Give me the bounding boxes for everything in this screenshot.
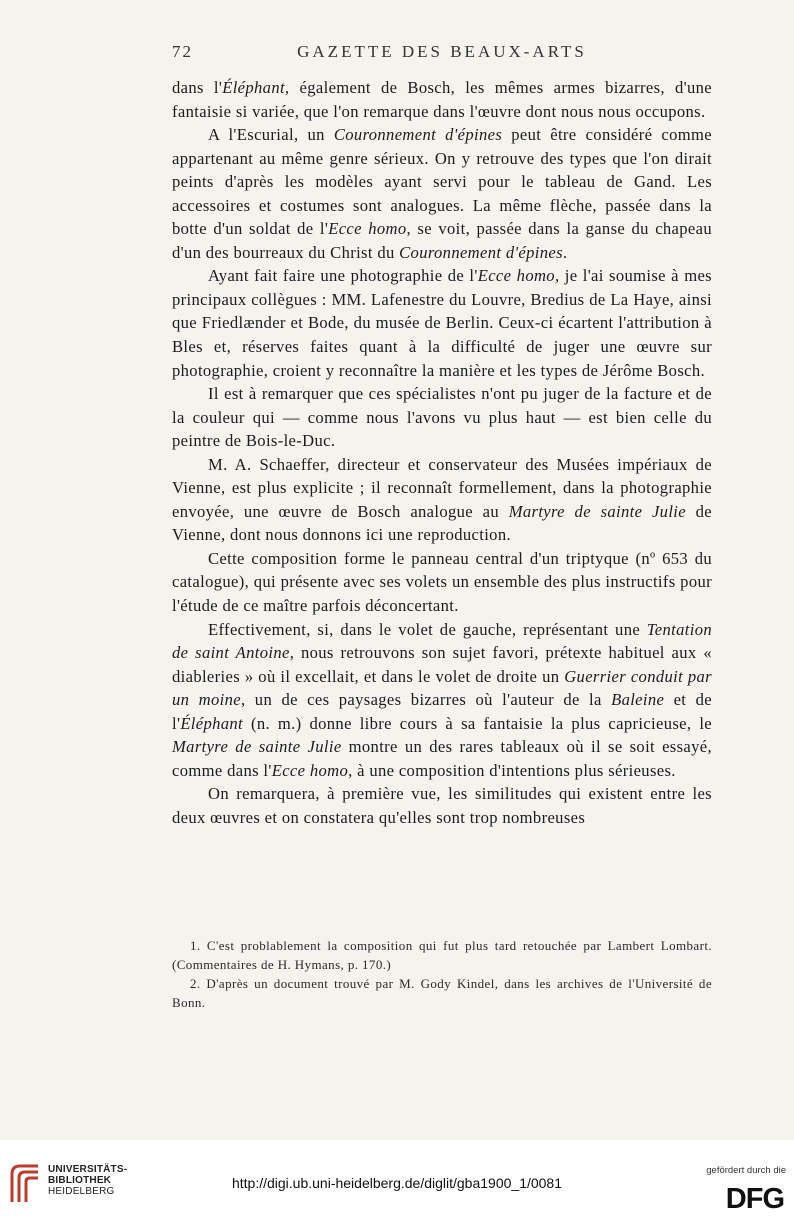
digitization-footer [0,1140,794,1219]
footnote-2: 2. D'après un document trouvé par M. Gody Kindel, dans les archives de l'Université de Bonn. [172,976,712,1010]
paragraph-7: Effectivement, si, dans le volet de gauche, représentant une Tentation de saint Antoine, nous retrouvons son sujet favori, prétexte habituel aux « diableries » où il excellait, et dans le volet de droite un Guerrier conduit par un moine, un de ces paysages bizarres où l'auteur de la Baleine et de l'Éléphant (n. m.) donne libre cours à sa fantaisie la plus capricieuse, le Martyre de sainte Julie montre un des rares tableaux où il se soit essayé, comme dans l'Ecce homo, à une composition d'intentions plus sérieuses. [172,619,712,780]
dfg-logo: DFG [725,1183,784,1215]
running-header [172,42,712,64]
paragraph-2: A l'Escurial, un Couronnement d'épines peut être considéré comme appartenant au même genre sérieux. On y retrouve des types que l'on dirait peints d'après les modèles ayant servi pour le tableau de Gand. Les accessoires et costumes sont analogues. La même flèche, passée dans la botte d'un soldat de l'Ecce homo, se voit, passée dans la ganse du chapeau d'un des bourreaux du Christ du Couronnement d'épines. [172,125,712,262]
paragraph-4: Il est à remarquer que ces spécialistes n'ont pu juger de la facture et de la couleur qui — comme nous l'avons vu plus haut — est bien celle du peintre de Bois-le-Duc. [172,384,712,451]
paragraph-6: Cette composition forme le panneau central d'un triptyque (nº 653 du catalogue), qui présente avec ses volets un ensemble des plus instructifs pour l'étude de ce maître parfois déconcertant. [172,548,712,616]
paragraph-8: On remarquera, à première vue, les similitudes qui existent entre les deux œuvres et on constatera qu'elles sont trop nombreuses [172,784,712,827]
journal-title: GAZETTE DES BEAUX-ARTS [297,42,587,61]
footnotes [172,936,712,1012]
paragraph-5: M. A. Schaeffer, directeur et conservateur des Musées impériaux de Vienne, est plus explicite ; il reconnaît formellement, dans la photographie envoyée, une œuvre de Bosch analogue au Martyre de sainte Julie de Vienne, dont nous donnons ici une reproduction. [172,454,712,545]
page-number: 72 [172,42,193,61]
permalink[interactable]: http://digi.ub.uni-heidelberg.de/diglit/gba1900_1/0081 [231,1175,563,1191]
paragraph-1: dans l'Éléphant, également de Bosch, les mêmes armes bizarres, d'une fantaisie si variée, que l'on remarque dans l'œuvre dont nous nous occupons. [172,78,712,121]
library-name: UNIVERSITÄTS- BIBLIOTHEK HEIDELBERG [48,1164,128,1197]
article-body [172,76,712,830]
footnote-1: 1. C'est problablement la composition qui fut plus tard retouchée par Lambert Lombart. (Commentaires de H. Hymans, p. 170.) [172,938,712,972]
paragraph-3: Ayant fait faire une photographie de l'Ecce homo, je l'ai soumise à mes principaux collègues : MM. Lafenestre du Louvre, Bredius de La Haye, ainsi que Friedlænder et Bode, du musée de Berlin. Ceux-ci écartent l'attribution à Bles et, réserves faites quant à la difficulté de juger une œuvre sur photographie, croient y reconnaître la manière et les types de Jérôme Bosch. [172,266,712,380]
sponsor-text: gefördert durch die [706,1165,786,1176]
